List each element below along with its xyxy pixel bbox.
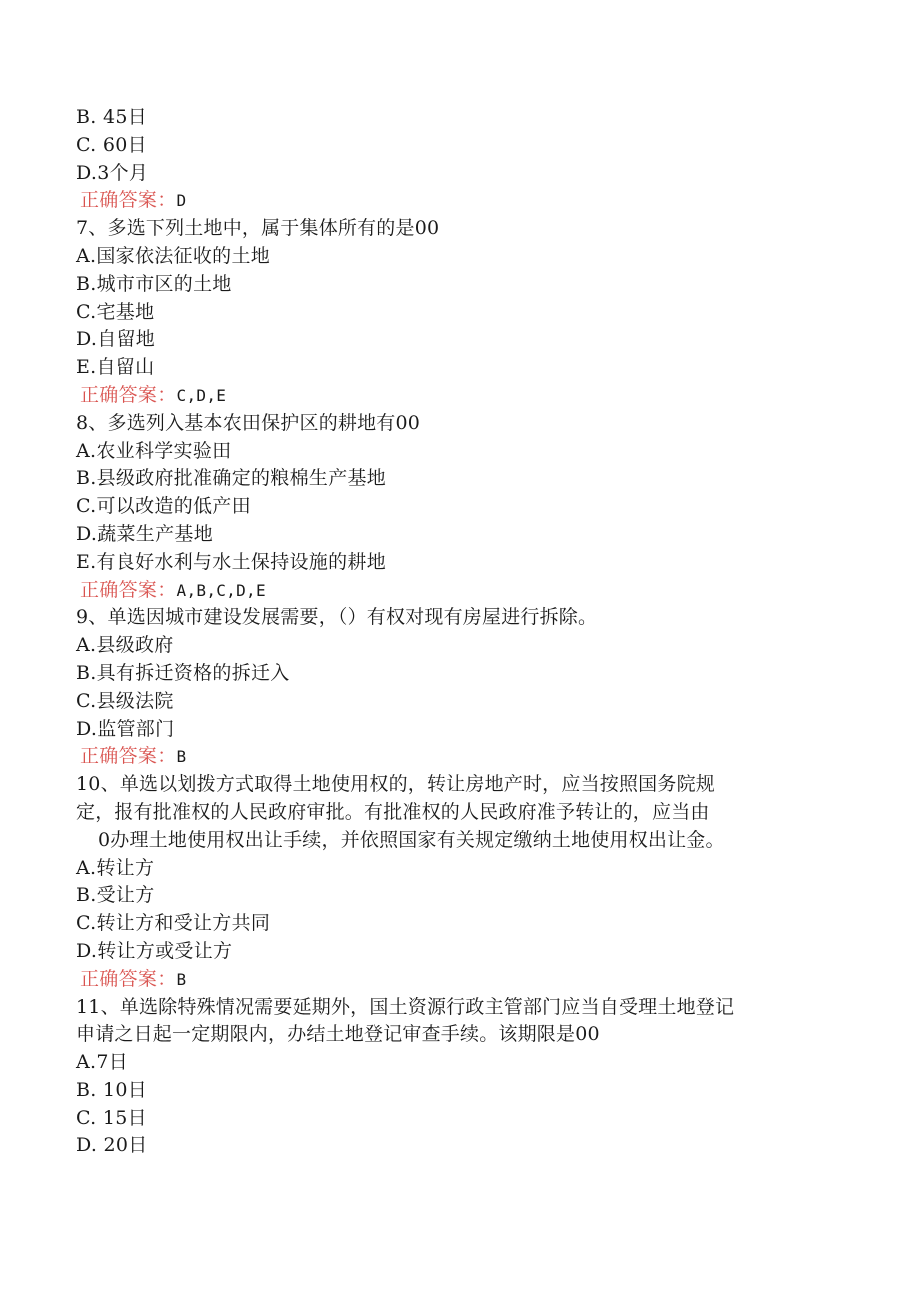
question-text: 8、多选列入基本农田保护区的耕地有00	[76, 411, 421, 434]
option-text: B.具有拆迁资格的拆迁入	[76, 661, 290, 684]
answer-line	[80, 966, 836, 994]
option-text: A.农业科学实验田	[76, 439, 232, 462]
answer-line	[80, 743, 836, 771]
question-text: 10、单选以划拨方式取得土地使用权的，转让房地产时，应当按照国务院规	[76, 773, 715, 796]
answer-value: B	[176, 747, 187, 767]
option-text: A.7日	[76, 1051, 129, 1074]
answer-label: 正确答案：	[80, 745, 177, 768]
option-text: B.受让方	[76, 884, 155, 907]
question-list	[76, 104, 836, 1160]
answer-label: 正确答案：	[80, 189, 177, 212]
option-text: B. 10日	[76, 1078, 148, 1101]
option-text: A.国家依法征收的土地	[76, 244, 271, 267]
answer-value: C,D,E	[176, 385, 227, 405]
answer-value: A,B,C,D,E	[176, 580, 266, 600]
option-text: C.转让方和受让方共同	[76, 912, 271, 935]
answer-line	[80, 187, 836, 215]
option-text: D.自留地	[76, 328, 156, 351]
answer-value: D	[176, 191, 187, 211]
option-text: A.转让方	[76, 856, 155, 879]
option-text: D.转让方或受让方	[76, 939, 233, 962]
option-text: C.县级法院	[76, 689, 174, 712]
question-text: 定，报有批准权的人民政府审批。有批准权的人民政府准予转让的，应当由	[76, 800, 710, 823]
option-text: E.自留山	[76, 356, 155, 379]
question-text: 申请之日起一定期限内，办结土地登记审查手续。该期限是00	[76, 1023, 600, 1046]
option-text: D. 20日	[76, 1134, 148, 1157]
question-text: 11、单选除特殊情况需要延期外，国土资源行政主管部门应当自受理土地登记	[76, 995, 735, 1018]
answer-value: B	[176, 969, 187, 989]
option-text: C.可以改造的低产田	[76, 495, 251, 518]
option-text: A.县级政府	[76, 634, 174, 657]
answer-label: 正确答案：	[80, 578, 177, 601]
option-text: B. 45日	[76, 106, 148, 128]
question-text: 0办理土地使用权出让手续，并依照国家有关规定缴纳土地使用权出让金。	[98, 828, 725, 851]
option-text: C. 15日	[76, 1106, 147, 1129]
option-text: D.蔬菜生产基地	[76, 522, 213, 545]
answer-label: 正确答案：	[80, 967, 177, 990]
answer-line	[80, 577, 836, 605]
option-text: E.有良好水利与水土保持设施的耕地	[76, 550, 387, 573]
answer-label: 正确答案：	[80, 383, 177, 406]
question-text: 9、单选因城市建设发展需要，（）有权对现有房屋进行拆除。	[76, 606, 598, 629]
document-page	[76, 104, 836, 1160]
option-text: B.县级政府批准确定的粮棉生产基地	[76, 467, 387, 490]
question-text: 7、多选下列土地中，属于集体所有的是00	[76, 217, 440, 240]
answer-line	[80, 382, 836, 410]
option-text: D.监管部门	[76, 717, 175, 740]
option-text: B.城市市区的土地	[76, 272, 232, 295]
option-text: C. 60日	[76, 133, 147, 156]
option-text: C.宅基地	[76, 300, 155, 323]
option-text: D.3个月	[76, 161, 149, 184]
